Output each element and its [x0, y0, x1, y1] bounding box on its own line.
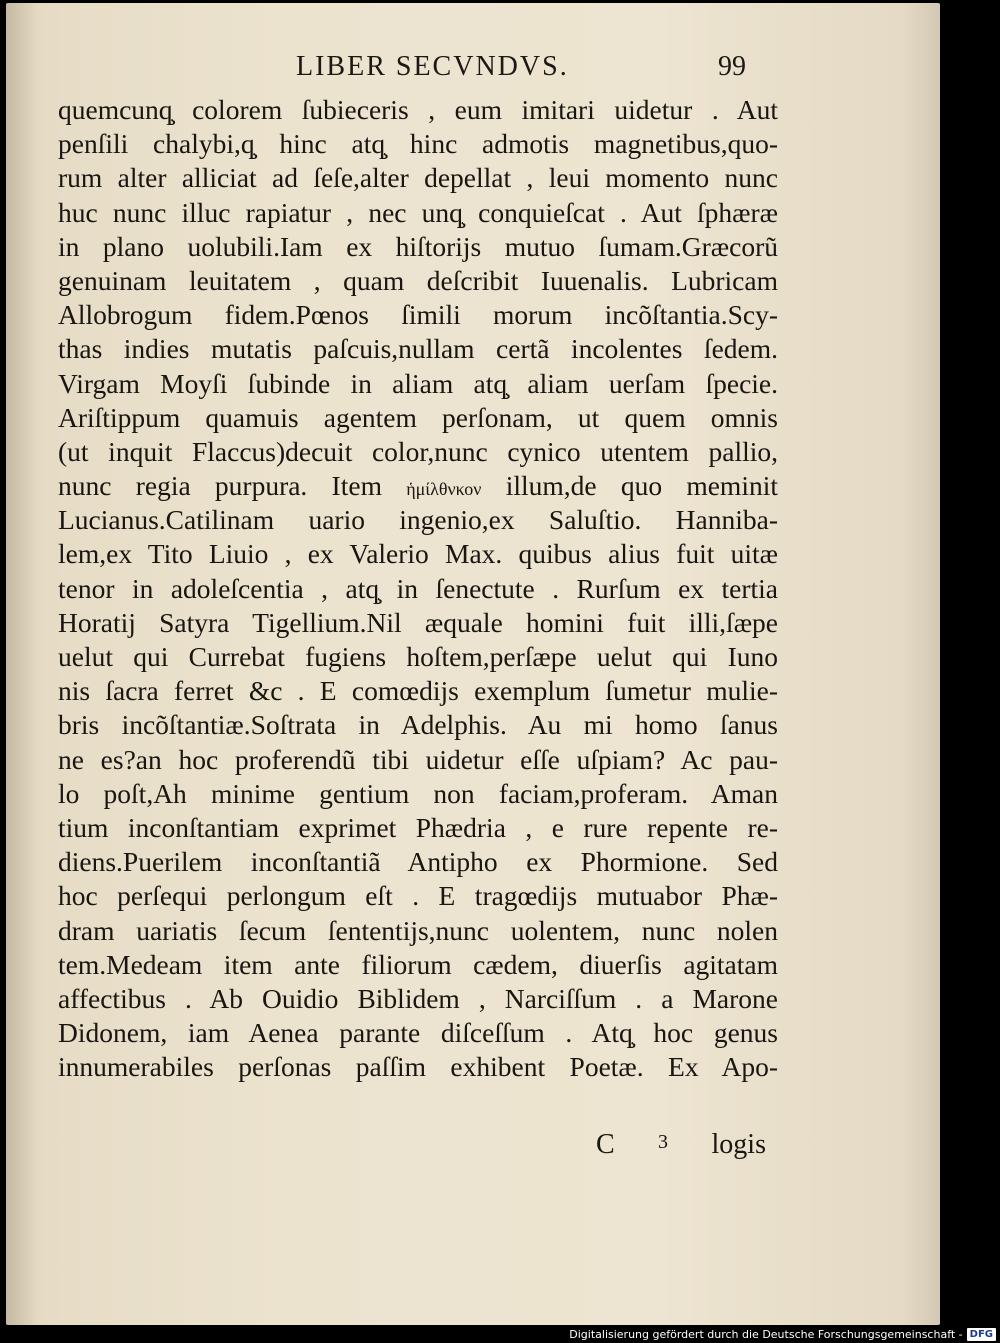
catchword: logis	[711, 1129, 766, 1160]
text-line: lo poſt,Ah minime gentium non faciam,proferam. Aman	[58, 777, 778, 809]
greek-word: ἡμίλθνκον	[406, 479, 482, 500]
text-line: affectibus . Ab Ouidio Biblidem , Narciſſum . a Marone	[58, 982, 778, 1014]
catchline	[596, 1129, 766, 1163]
footer-credit: Digitalisierung gefördert durch die Deutsche Forschungsgemeinschaft -	[569, 1327, 963, 1341]
digitization-footer	[569, 1325, 1000, 1343]
running-title: LIBER SECVNDVS.	[296, 51, 569, 82]
text-line: tenor in adoleſcentia , atq̧ in ſenectute . Rurſum ex tertia	[58, 572, 778, 604]
text-line: nis ſacra ferret &c . E comœdijs exemplum ſumetur mulie-	[58, 675, 778, 707]
page-gutter-shadow	[6, 3, 36, 1325]
text-line: huc nunc illuc rapiatur , nec unq̧ conquieſcat . Aut ſphæræ	[58, 196, 778, 228]
book-page	[6, 3, 940, 1325]
text-line: ne es?an hoc proferendũ tibi uidetur eſſe uſpiam? Ac pau-	[58, 743, 778, 775]
text-line: tem.Medeam item ante filiorum cædem, diuerſis agitatam	[58, 948, 778, 980]
page-number: 99	[718, 51, 746, 82]
text-line: Ariſtippum quamuis agentem perſonam, ut quem omnis	[58, 401, 778, 433]
dfg-logo: DFG	[967, 1328, 996, 1341]
text-line: nunc regia purpura. Item ἡμίλθνκον illum,de quo meminit	[58, 470, 778, 502]
text-line: Virgam Moyſi ſubinde in aliam atq̧ aliam uerſam ſpecie.	[58, 367, 778, 399]
text-line: quemcunq̧ colorem ſubieceris , eum imitari uidetur . Aut	[58, 94, 778, 125]
text-line: dram uariatis ſecum ſententijs,nunc uolentem, nunc nolen	[58, 914, 778, 946]
text-line: Horatij Satyra Tigellium.Nil æquale homini fuit illi,ſæpe	[58, 606, 778, 638]
text-line: Lucianus.Catilinam uario ingenio,ex Saluſtio. Hanniba-	[58, 504, 778, 536]
text-line: uelut qui Currebat fugiens hoſtem,perſæpe uelut qui Iuno	[58, 641, 778, 672]
body-text	[58, 93, 778, 1084]
text-line: genuinam leuitatem , quam deſcribit Iuuenalis. Lubricam	[58, 264, 778, 296]
text-line: diens.Puerilem inconſtantiã Antipho ex Phormione. Sed	[58, 846, 778, 878]
text-line: innumerabiles perſonas paſſim exhibent Poetæ. Ex Apo-	[58, 1051, 778, 1083]
text-line: Allobrogum fidem.Pœnos ſimili morum incõſtantia.Scy-	[58, 299, 778, 331]
text-line: thas indies mutatis paſcuis,nullam certã incolentes ſedem.	[58, 333, 778, 365]
quire-number: 3	[658, 1131, 668, 1153]
page-header	[296, 51, 746, 87]
text-line: penſili chalybi,q̧ hinc atq̧ hinc admotis magnetibus,quo-	[58, 128, 778, 160]
text-line: hoc perſequi perlongum eſt . E tragœdijs mutuabor Phæ-	[58, 880, 778, 912]
text-line: tium inconſtantiam exprimet Phædria , e rure repente re-	[58, 811, 778, 843]
text-line: lem,ex Tito Liuio , ex Valerio Max. quibus alius fuit uitæ	[58, 538, 778, 570]
text-line: rum alter alliciat ad ſeſe,alter depellat , leui momento nunc	[58, 162, 778, 194]
text-line: (ut inquit Flaccus)decuit color,nunc cynico utentem pallio,	[58, 435, 778, 467]
text-line: in plano uolubili.Iam ex hiſtorijs mutuo ſumam.Græcorũ	[58, 230, 778, 262]
text-line: Didonem, iam Aenea parante diſceſſum . Atq̧ hoc genus	[58, 1017, 778, 1049]
text-line: bris incõſtantiæ.Soſtrata in Adelphis. Au mi homo ſanus	[58, 709, 778, 741]
signature-mark: C	[596, 1129, 615, 1160]
